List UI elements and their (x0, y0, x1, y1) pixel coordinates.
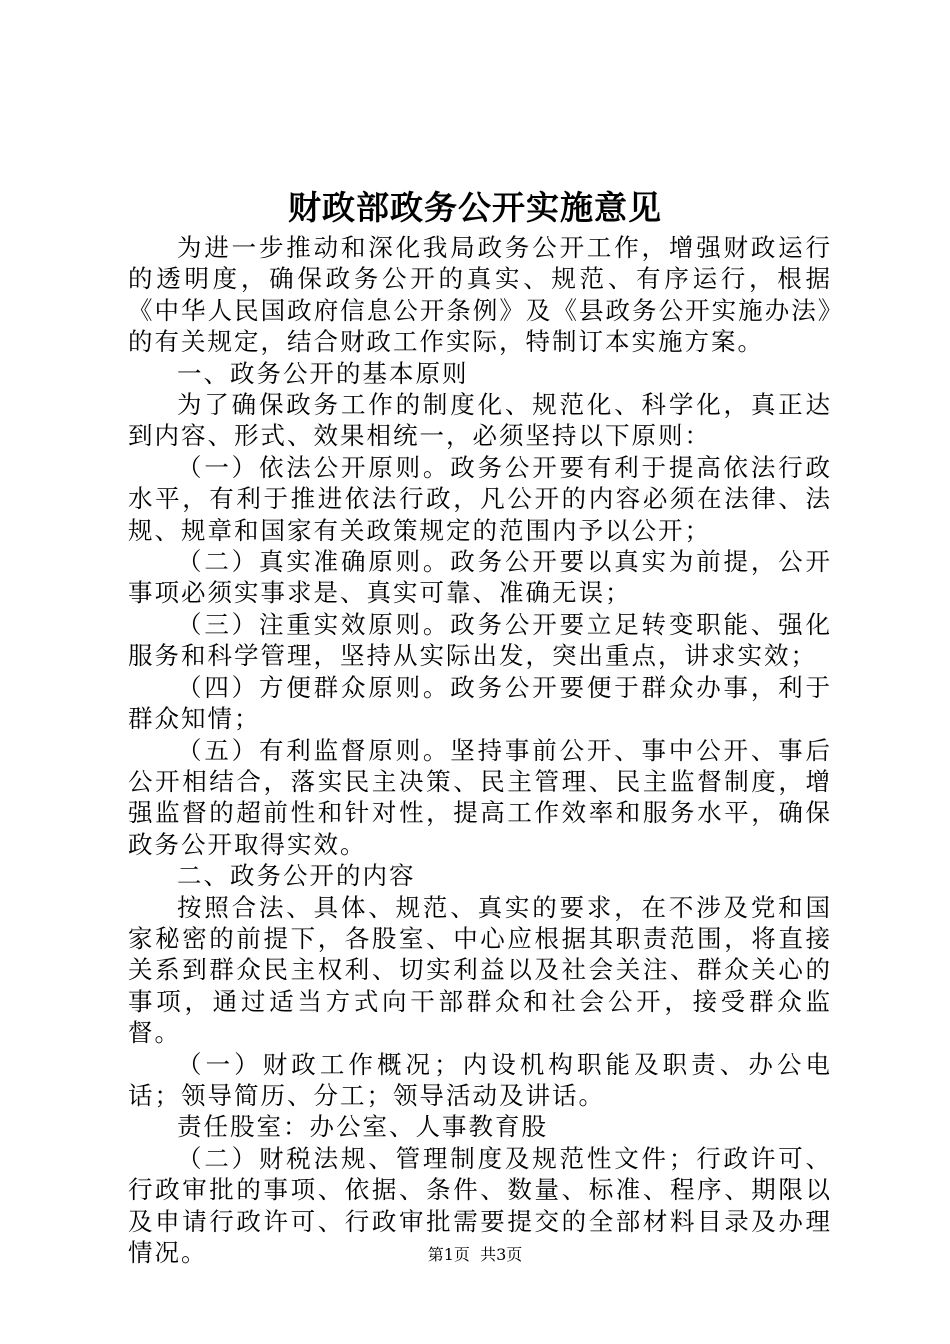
page-number-label: 第1页 共3页 (427, 1245, 523, 1264)
document-body (128, 232, 832, 1268)
principle-item: （四）方便群众原则。政务公开要便于群众办事，利于群众知情； (128, 672, 832, 734)
content-intro-paragraph: 按照合法、具体、规范、真实的要求，在不涉及党和国家秘密的前提下，各股室、中心应根据其职责范围，将直接关系到群众民主权利、切实利益以及社会关注、群众关心的事项，通过适当方式向干部群众和社会公开，接受群众监督。 (128, 892, 832, 1048)
content-item: （一）财政工作概况；内设机构职能及职责、办公电话；领导简历、分工；领导活动及讲话。 (128, 1049, 832, 1110)
responsible-office-line: 责任股室：办公室、人事教育股 (177, 1112, 548, 1142)
principles-intro-paragraph: 为了确保政务工作的制度化、规范化、科学化，真正达到内容、形式、效果相统一，必须坚持以下原则： (128, 390, 832, 451)
principle-item: （一）依法公开原则。政务公开要有利于提高依法行政水平，有利于推进依法行政，凡公开的内容必须在法律、法规、规章和国家有关政策规定的范围内予以公开； (128, 452, 832, 545)
section-heading-content: 二、政务公开的内容 (177, 861, 416, 891)
document-title: 财政部政务公开实施意见 (288, 188, 662, 227)
principle-item: （二）真实准确原则。政务公开要以真实为前提，公开事项必须实事求是、真实可靠、准确无误； (128, 547, 832, 608)
principle-item: （五）有利监督原则。坚持事前公开、事中公开、事后公开相结合，落实民主决策、民主管理、民主监督制度，增强监督的超前性和针对性，提高工作效率和服务水平，确保政务公开取得实效。 (128, 735, 832, 859)
section-heading-principles: 一、政务公开的基本原则 (177, 358, 469, 388)
page-footer (0, 1244, 950, 1266)
intro-paragraph: 为进一步推动和深化我局政务公开工作，增强财政运行的透明度，确保政务公开的真实、规范、有序运行，根据《中华人民国政府信息公开条例》及《县政务公开实施办法》的有关规定，结合财政工作实际，特制订本实施方案。 (128, 233, 832, 357)
principle-item: （三）注重实效原则。政务公开要立足转变职能、强化服务和科学管理，坚持从实际出发，突出重点，讲求实效； (128, 609, 832, 671)
content-item: （二）财税法规、管理制度及规范性文件；行政许可、行政审批的事项、依据、条件、数量、标准、程序、期限以及申请行政许可、行政审批需要提交的全部材料目录及办理情况。 (128, 1143, 832, 1267)
